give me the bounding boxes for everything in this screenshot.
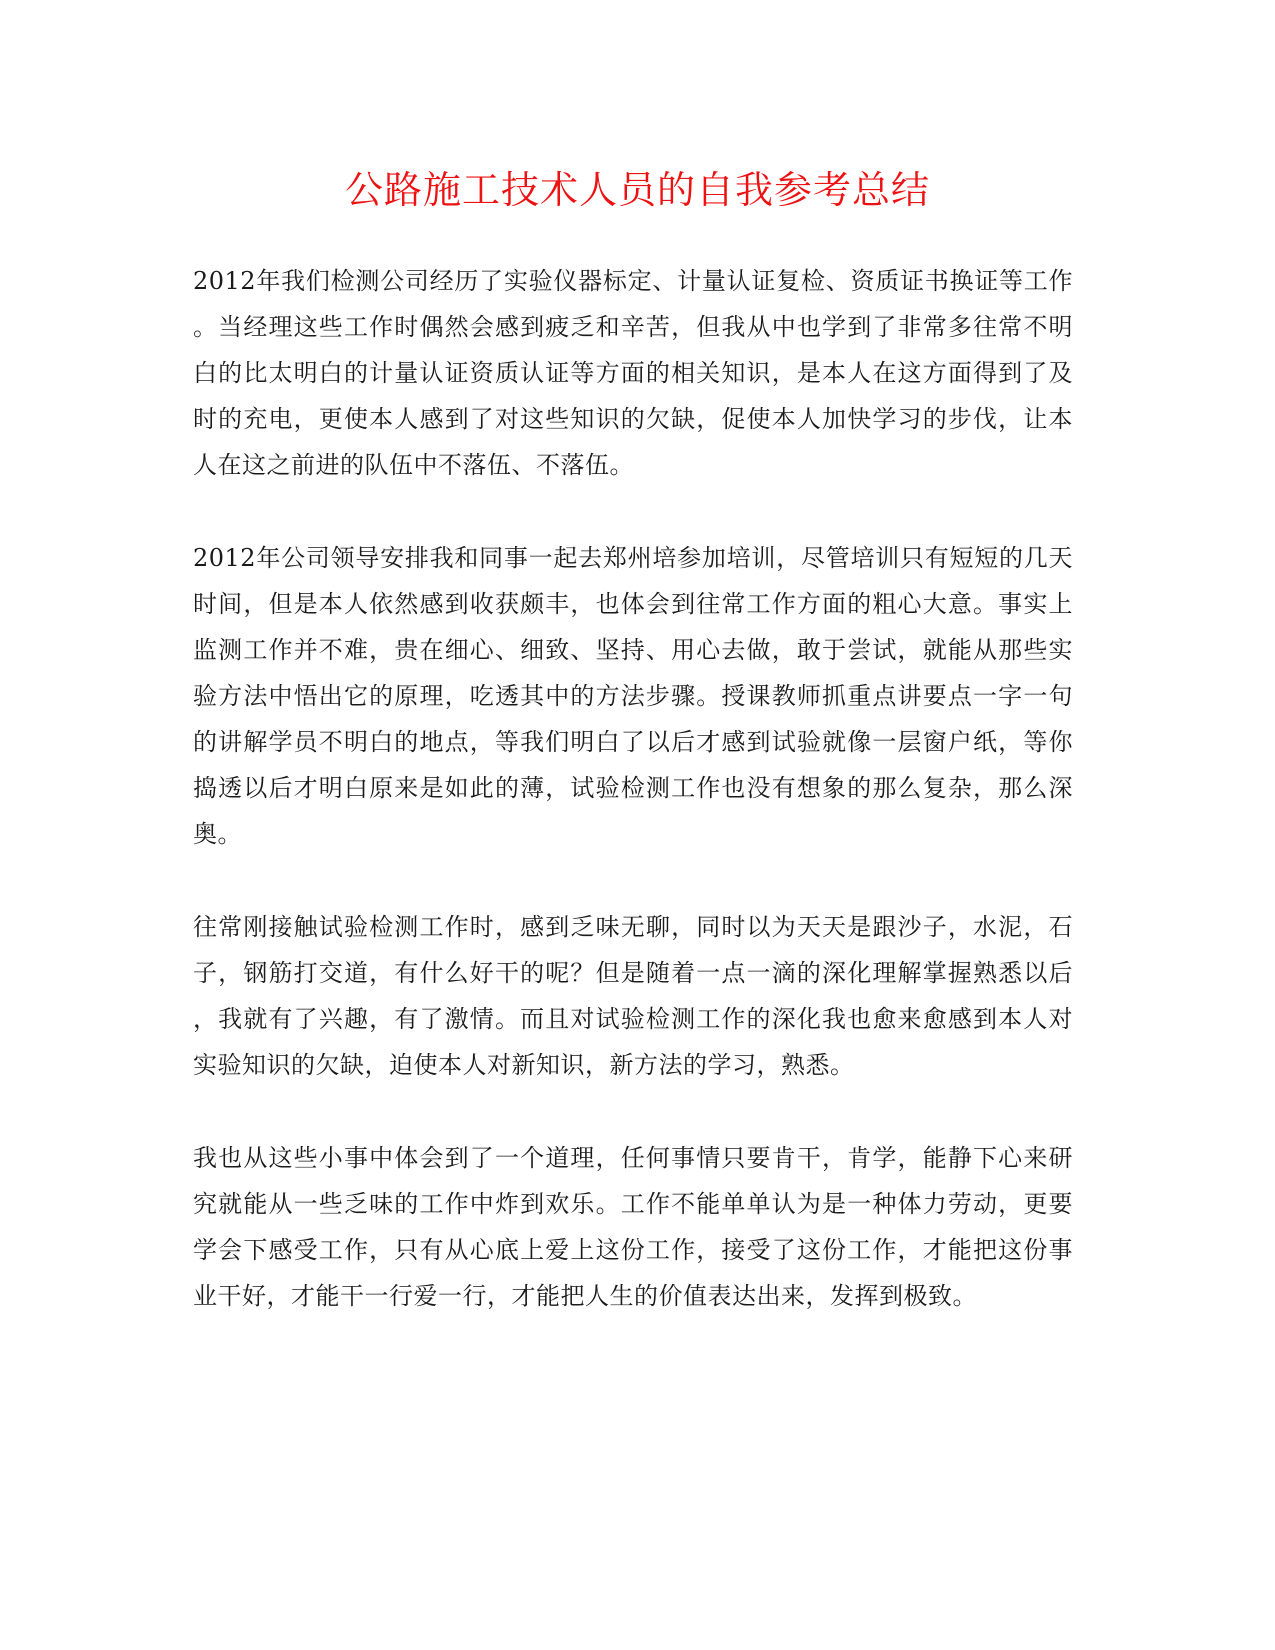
paragraph-1-line-3: 白的比太明白的计量认证资质认证等方面的相关知识，是本人在这方面得到了及 (193, 359, 1073, 387)
paragraph-2-line-7: 奥。 (193, 820, 242, 848)
paragraph-2-line-6: 捣透以后才明白原来是如此的薄，试验检测工作也没有想象的那么复杂，那么深 (193, 774, 1073, 802)
paragraph-2-line-2: 时间，但是本人依然感到收获颇丰，也体会到往常工作方面的粗心大意。事实上 (193, 590, 1073, 618)
paragraph-1-line-5: 人在这之前进的队伍中不落伍、不落伍。 (193, 451, 634, 479)
page-title: 公路施工技术人员的自我参考总结 (344, 168, 930, 212)
paragraph-4-line-1: 我也从这些小事中体会到了一个道理，任何事情只要肯干，肯学，能静下心来研 (193, 1144, 1073, 1172)
paragraph-2-line-4: 验方法中悟出它的原理，吃透其中的方法步骤。授课教师抓重点讲要点一字一句 (193, 682, 1073, 710)
paragraph-1-line-4: 时的充电，更使本人感到了对这些知识的欠缺，促使本人加快学习的步伐，让本 (193, 405, 1073, 433)
paragraph-4-line-3: 学会下感受工作，只有从心底上爱上这份工作，接受了这份工作，才能把这份事 (193, 1236, 1073, 1264)
paragraph-2-line-5: 的讲解学员不明白的地点，等我们明白了以后才感到试验就像一层窗户纸，等你 (193, 728, 1073, 756)
paragraph-1-line-2: 。当经理这些工作时偶然会感到疲乏和辛苦，但我从中也学到了非常多往常不明 (193, 313, 1073, 341)
paragraph-3-line-2: 子，钢筋打交道，有什么好干的呢？但是随着一点一滴的深化理解掌握熟悉以后 (193, 959, 1073, 987)
paragraph-4-line-2: 究就能从一些乏味的工作中炸到欢乐。工作不能单单认为是一种体力劳动，更要 (193, 1190, 1073, 1218)
paragraph-3-line-1: 往常刚接触试验检测工作时，感到乏味无聊，同时以为天天是跟沙子，水泥，石 (193, 913, 1073, 941)
paragraph-3-line-3: ，我就有了兴趣，有了激情。而且对试验检测工作的深化我也愈来愈感到本人对 (193, 1005, 1073, 1033)
paragraph-3-line-4: 实验知识的欠缺，迫使本人对新知识，新方法的学习，熟悉。 (193, 1051, 855, 1079)
paragraph-2-line-1: 2012年公司领导安排我和同事一起去郑州培参加培训，尽管培训只有短短的几天 (193, 544, 1073, 572)
paragraph-1-line-1: 2012年我们检测公司经历了实验仪器标定、计量认证复检、资质证书换证等工作 (193, 267, 1073, 295)
paragraph-4-line-4: 业干好，才能干一行爱一行，才能把人生的价值表达出来，发挥到极致。 (193, 1282, 977, 1310)
paragraph-2-line-3: 监测工作并不难，贵在细心、细致、坚持、用心去做，敢于尝试，就能从那些实 (193, 636, 1073, 664)
